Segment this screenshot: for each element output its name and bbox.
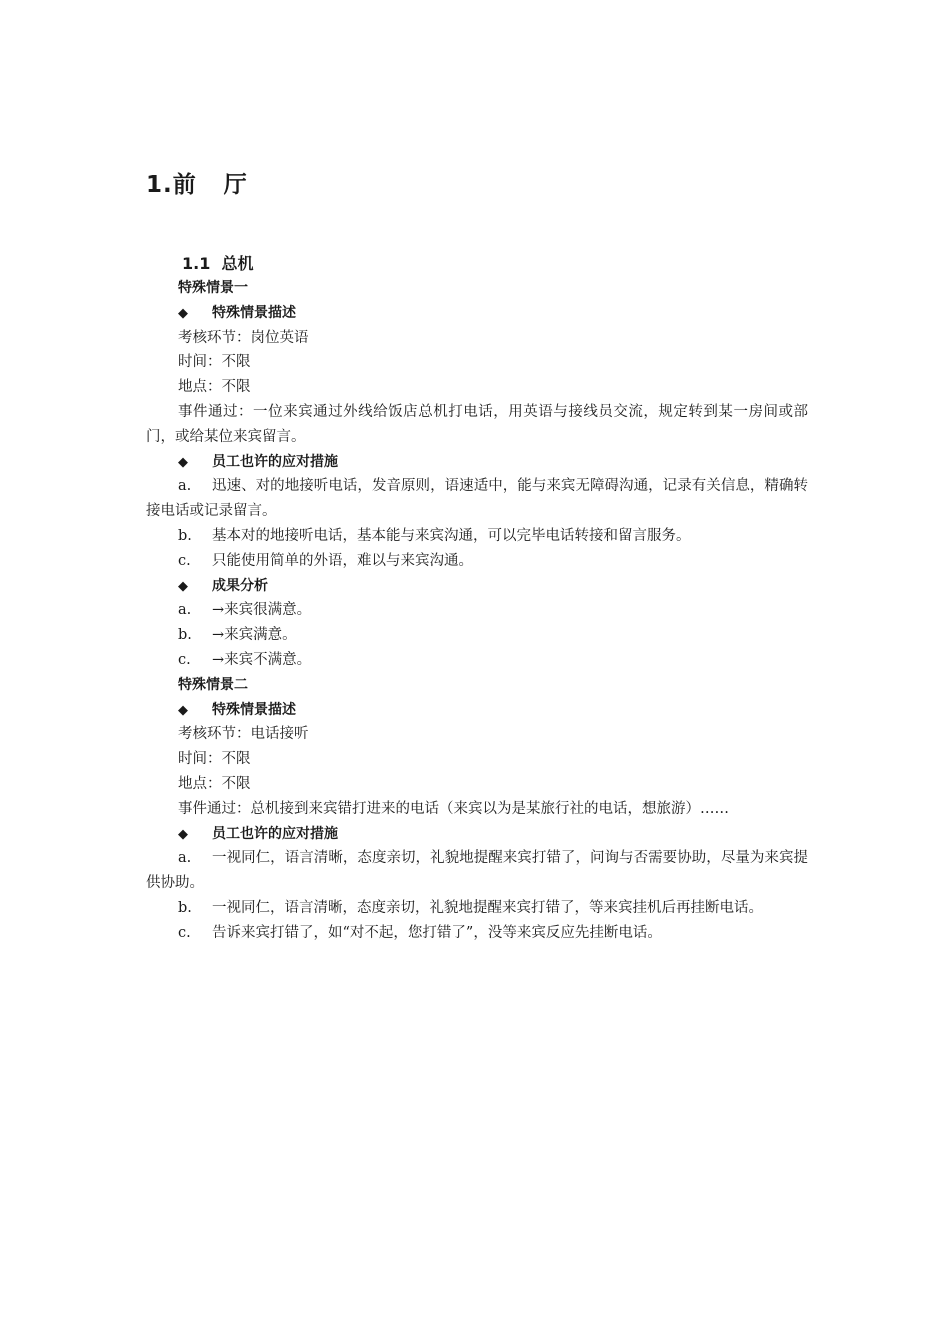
item-marker: c. — [178, 552, 191, 569]
measure-item — [146, 921, 808, 946]
item-marker: b. — [178, 527, 192, 544]
item-text: 只能使用简单的外语，难以与来宾沟通。 — [212, 552, 473, 569]
heading-text: 特殊情景描述 — [212, 304, 296, 321]
item-text: 一视同仁，语言清晰，态度亲切，礼貌地提醒来宾打错了，等来宾挂机后再挂断电话。 — [212, 899, 763, 916]
scenario-1-place: 地点：不限 — [178, 379, 251, 396]
result-item — [146, 648, 808, 673]
item-text: →来宾满意。 — [212, 627, 297, 644]
scenario-2-description-heading — [146, 698, 808, 723]
scenario-1-title: 特殊情景一 — [178, 280, 248, 296]
heading-text: 员工也许的应对措施 — [212, 825, 338, 842]
measure-item — [146, 549, 808, 574]
scenario-2-time: 时间：不限 — [178, 751, 251, 768]
diamond-bullet-icon: ◆ — [178, 826, 188, 842]
diamond-bullet-icon: ◆ — [178, 702, 188, 718]
item-text: 迅速、对的地接听电话，发音原则，语速适中，能与来宾无障碍沟通，记录有关信息，精确转接电话或记录留言。 — [146, 478, 808, 520]
heading-text: 成果分析 — [212, 577, 268, 594]
scenario-2-place: 地点：不限 — [178, 775, 251, 792]
measure-item — [146, 846, 808, 896]
chapter-title: 1.前 厅 — [146, 172, 248, 198]
scenario-1-event: 事件通过：一位来宾通过外线给饭店总机打电话，用英语与接线员交流，规定转到某一房间或部门，或给某位来宾留言。 — [146, 403, 808, 445]
heading-text: 员工也许的应对措施 — [212, 453, 338, 470]
item-text: 一视同仁，语言清晰，态度亲切，礼貌地提醒来宾打错了，问询与否需要协助，尽量为来宾提供协助。 — [146, 850, 808, 892]
item-marker: c. — [178, 651, 191, 668]
item-marker: a. — [178, 602, 192, 619]
item-marker: a. — [178, 850, 192, 867]
measure-item — [146, 474, 808, 524]
scenario-1-results-heading — [146, 574, 808, 599]
scenario-1-time: 时间：不限 — [178, 354, 251, 371]
diamond-bullet-icon: ◆ — [178, 454, 188, 470]
measure-item — [146, 524, 808, 549]
scenario-2-exam-item: 考核环节：电话接听 — [178, 726, 309, 743]
diamond-bullet-icon: ◆ — [178, 578, 188, 594]
scenario-1-measures-heading — [146, 450, 808, 475]
scenario-2-measures-heading — [146, 822, 808, 847]
diamond-bullet-icon: ◆ — [178, 305, 188, 321]
measure-item — [146, 896, 808, 921]
document-body — [146, 276, 808, 946]
scenario-1-exam-item: 考核环节：岗位英语 — [178, 329, 309, 346]
section-title: 1.1 总机 — [182, 254, 254, 273]
heading-text: 特殊情景描述 — [212, 701, 296, 718]
scenario-1-description-heading — [146, 301, 808, 326]
scenario-2-title: 特殊情景二 — [178, 676, 248, 693]
item-marker: c. — [178, 924, 191, 941]
item-text: →来宾很满意。 — [212, 602, 312, 619]
result-item — [146, 623, 808, 648]
item-text: →来宾不满意。 — [212, 651, 312, 668]
item-text: 告诉来宾打错了，如“对不起，您打错了”，没等来宾反应先挂断电话。 — [212, 924, 662, 941]
item-marker: b. — [178, 899, 192, 916]
item-text: 基本对的地接听电话，基本能与来宾沟通，可以完毕电话转接和留言服务。 — [212, 527, 691, 544]
scenario-2-event: 事件通过：总机接到来宾错打进来的电话（来宾以为是某旅行社的电话，想旅游）…… — [178, 800, 729, 817]
item-marker: b. — [178, 627, 192, 644]
result-item — [146, 598, 808, 623]
item-marker: a. — [178, 478, 192, 495]
